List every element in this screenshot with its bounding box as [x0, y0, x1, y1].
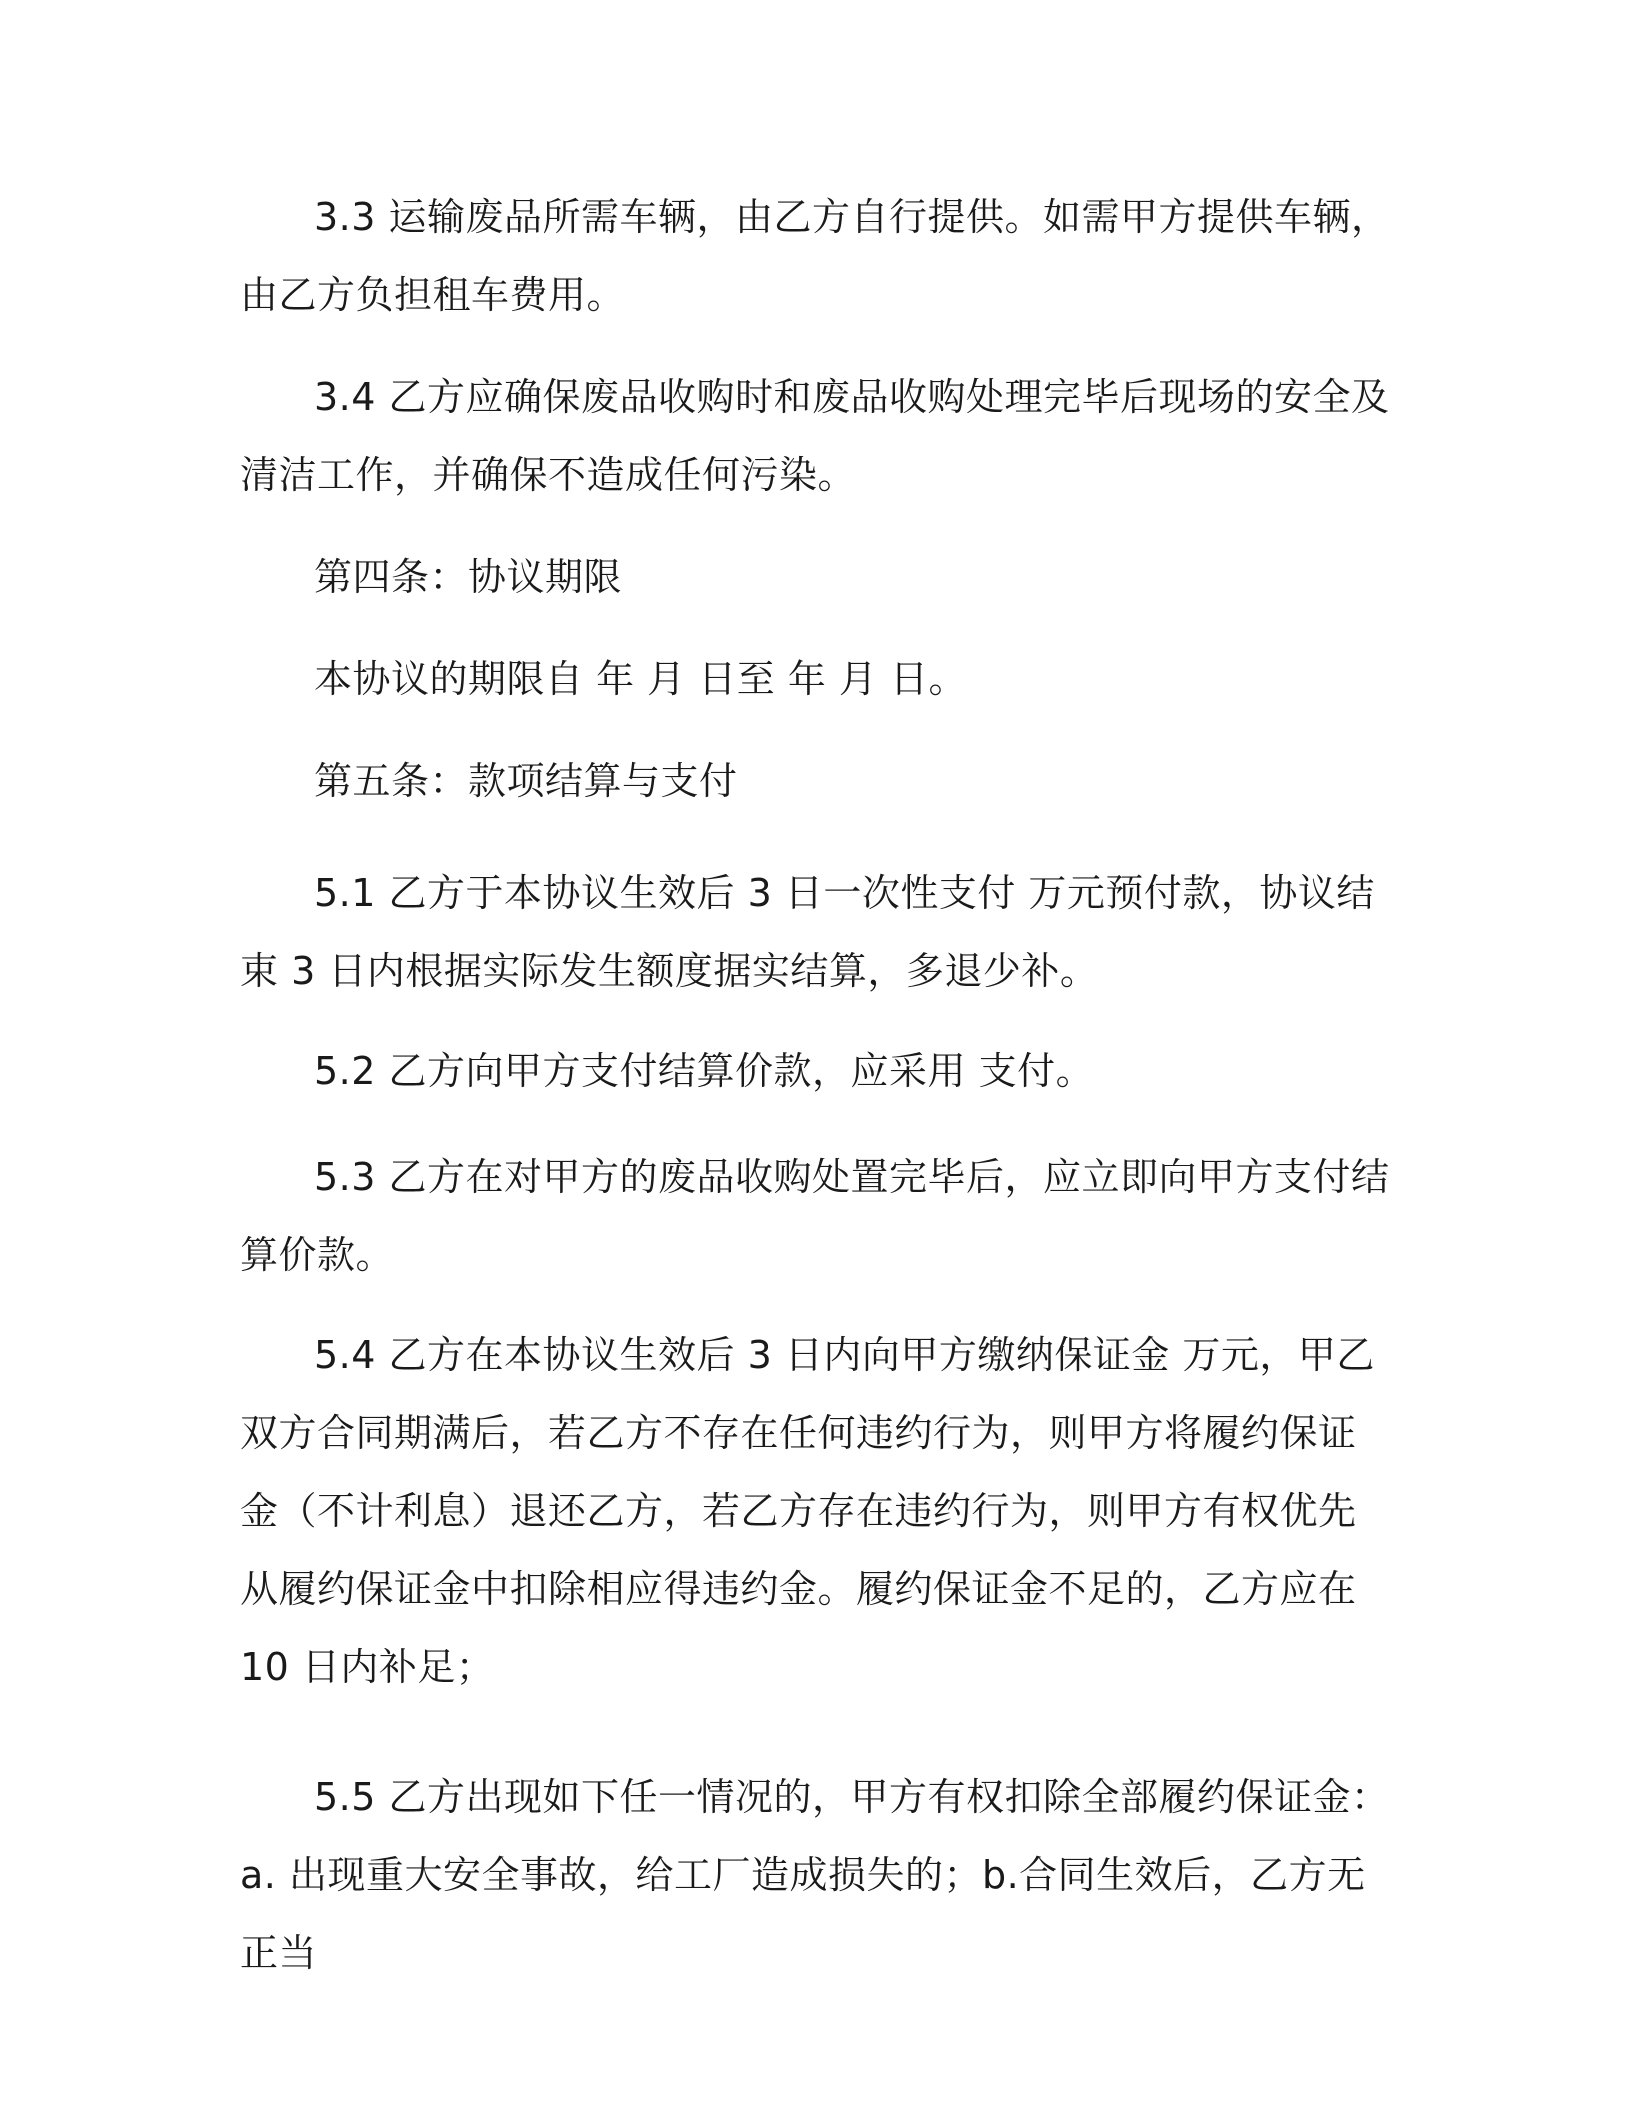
paragraph-5-5: 5.5 乙方出现如下任一情况的，甲方有权扣除全部履约保证金：a. 出现重大安全事故，给工厂造成损失的；b.合同生效后，乙方无正当	[240, 1775, 1390, 1975]
paragraph-3-4: 3.4 乙方应确保废品收购时和废品收购处理完毕后现场的安全及清洁工作，并确保不造成任何污染。	[240, 375, 1390, 497]
document-page	[240, 0, 1392, 2112]
paragraph-3-3: 3.3 运输废品所需车辆，由乙方自行提供。如需甲方提供车辆，由乙方负担租车费用。	[240, 195, 1390, 317]
paragraph-5-2: 5.2 乙方向甲方支付结算价款，应采用 支付。	[314, 1049, 1095, 1093]
heading-article-5: 第五条：款项结算与支付	[314, 759, 738, 803]
paragraph-5-4: 5.4 乙方在本协议生效后 3 日内向甲方缴纳保证金 万元，甲乙双方合同期满后，若乙方不存在任何违约行为，则甲方将履约保证金（不计利息）退还乙方，若乙方存在违约行为，则甲方有权优先从履约保证金中扣除相应得违约金。履约保证金不足的，乙方应在 10 日内补足；	[240, 1333, 1375, 1689]
heading-article-4: 第四条：协议期限	[314, 555, 623, 599]
paragraph-5-1: 5.1 乙方于本协议生效后 3 日一次性支付 万元预付款，协议结束 3 日内根据实际发生额度据实结算，多退少补。	[240, 871, 1375, 993]
paragraph-term: 本协议的期限自 年 月 日至 年 月 日。	[314, 657, 967, 701]
paragraph-5-3: 5.3 乙方在对甲方的废品收购处置完毕后，应立即向甲方支付结算价款。	[240, 1155, 1390, 1277]
